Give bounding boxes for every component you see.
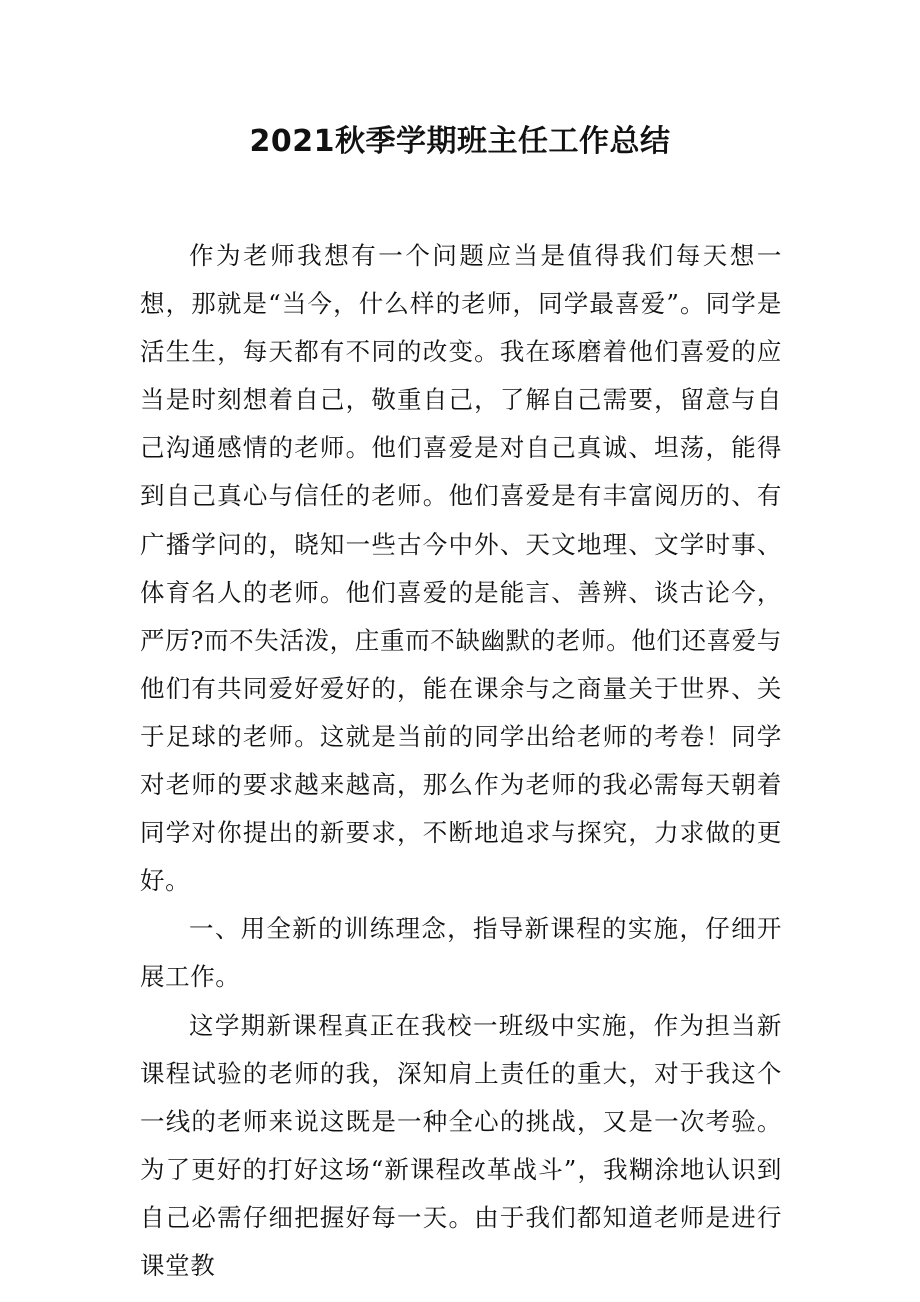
document-title: 2021秋季学期班主任工作总结 (249, 124, 671, 159)
paragraph-intro: 作为老师我想有一个问题应当是值得我们每天想一想，那就是“当今，什么样的老师，同学最喜爱”。同学是活生生，每天都有不同的改变。我在琢磨着他们喜爱的应当是时刻想着自己，敬重自己，了解自己需要，留意与自己沟通感情的老师。他们喜爱是对自己真诚、坦荡，能得到自己真心与信任的老师。他们喜爱是有丰富阅历的、有广播学问的，晓知一些古今中外、天文地理、文学时事、体育名人的老师。他们喜爱的是能言、善辨、谈古论今，严厉?而不失活泼，庄重而不缺幽默的老师。他们还喜爱与他们有共同爱好爱好的，能在课余与之商量关于世界、关于足球的老师。这就是当前的同学出给老师的考卷！同学对老师的要求越来越高，那么作为老师的我必需每天朝着同学对你提出的新要求，不断地追求与探究，力求做的更好。 (140, 241, 782, 896)
paragraph-section-1: 这学期新课程真正在我校一班级中实施，作为担当新课程试验的老师的我，深知肩上责任的重大，对于我这个一线的老师来说这既是一种全心的挑战，又是一次考验。为了更好的打好这场“新课程改革战斗”，我糊涂地认识到自己必需仔细把握好每一天。由于我们都知道老师是进行课堂教 (140, 1010, 782, 1280)
section-heading-1: 一、用全新的训练理念，指导新课程的实施，仔细开展工作。 (140, 914, 782, 992)
document-body (140, 232, 782, 1290)
